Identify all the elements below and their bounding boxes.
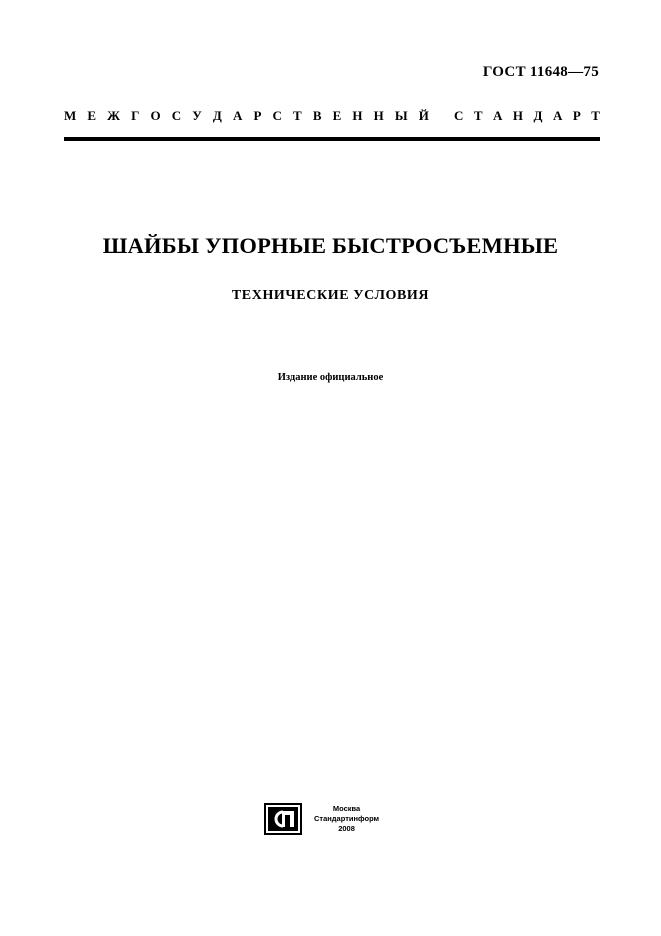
letter: Й [418,108,429,123]
publisher-name: Стандартинформ [314,814,380,823]
standartinform-logo-icon [264,803,302,835]
letter: Т [473,108,483,123]
letter: Ж [107,108,121,123]
document-subtitle: ТЕХНИЧЕСКИЕ УСЛОВИЯ [231,288,430,303]
letter: Г [131,108,140,123]
letter: Н [373,108,384,123]
heading-divider [64,137,600,141]
publisher-city: Москва [332,804,361,813]
standard-type-word-2 [454,108,600,124]
edition-note: Издание официальное [277,372,384,383]
letter: Н [352,108,363,123]
letter: А [232,108,243,123]
letter: Т [293,108,302,123]
letter: С [171,108,182,123]
letter: Ы [394,108,408,123]
standard-type-word-1 [64,108,429,124]
standard-type-heading [64,108,600,124]
letter: Т [591,108,600,123]
letter: А [552,108,563,123]
letter: Д [533,108,543,123]
letter: Е [332,108,342,123]
letter: Д [212,108,222,123]
letter: О [150,108,161,123]
letter: С [272,108,282,123]
letter: Р [253,108,262,123]
letter: У [192,108,202,123]
publisher-block [264,803,379,835]
publisher-text [314,804,379,834]
letter: А [493,108,503,123]
letter: Н [512,108,524,123]
letter: Е [87,108,97,123]
letter: С [454,108,464,123]
document-number: ГОСТ 11648—75 [482,64,599,80]
letter: Р [572,108,581,123]
letter: М [64,108,77,123]
letter: В [312,108,322,123]
publisher-year: 2008 [338,824,355,833]
document-title: ШАЙБЫ УПОРНЫЕ БЫСТРОСЪЕМНЫЕ [102,233,559,258]
